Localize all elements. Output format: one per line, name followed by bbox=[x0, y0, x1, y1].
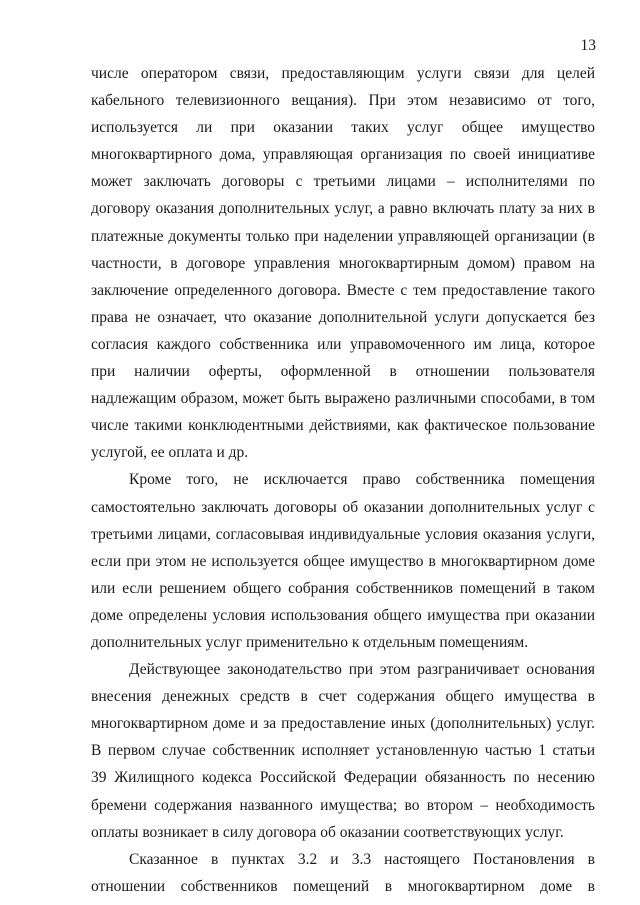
text-line: согласия каждого собственника или управомоченного им лица, которое bbox=[91, 335, 595, 353]
paragraph bbox=[91, 846, 595, 900]
text-line: многоквартирного дома, управляющая организация по своей инициативе bbox=[91, 146, 595, 164]
text-line: договору оказания дополнительных услуг, а равно включать плату за них в bbox=[91, 200, 595, 218]
page-number: 13 bbox=[580, 37, 596, 54]
text-line: услугой, ее оплата и др. bbox=[91, 444, 249, 462]
text-line: В первом случае собственник исполняет установленную частью 1 статьи bbox=[91, 742, 595, 760]
text-line: используется ли при оказании таких услуг общее имущество bbox=[91, 119, 595, 137]
paragraph bbox=[91, 466, 595, 656]
text-line: третьими лицами, согласовывая индивидуальные условия оказания услуги, bbox=[91, 525, 595, 543]
text-line: если при этом не используется общее имущество в многоквартирном доме bbox=[91, 552, 595, 570]
text-line: 39 Жилищного кодекса Российской Федерации обязанность по несению bbox=[91, 769, 595, 787]
text-line: права не означает, что оказание дополнительной услуги допускается без bbox=[91, 308, 595, 326]
text-line: внесения денежных средств в счет содержания общего имущества в bbox=[91, 688, 595, 706]
paragraph bbox=[91, 60, 595, 466]
text-line: Действующее законодательство при этом разграничивает основания bbox=[129, 661, 595, 679]
text-line: надлежащим образом, может быть выражено различными способами, в том bbox=[91, 390, 595, 408]
text-line: самостоятельно заключать договоры об оказании дополнительных услуг с bbox=[91, 498, 595, 516]
text-line: кабельного телевизионного вещания). При этом независимо от того, bbox=[91, 92, 595, 110]
text-line: Сказанное в пунктах 3.2 и 3.3 настоящего Постановления в bbox=[129, 850, 595, 868]
text-line: отношении собственников помещений в многоквартирном доме в bbox=[91, 877, 595, 895]
document-body bbox=[91, 60, 595, 900]
text-line: бремени содержания названного имущества; во втором – необходимость bbox=[91, 796, 595, 814]
text-line: заключение определенного договора. Вместе с тем предоставление такого bbox=[91, 281, 595, 299]
paragraph bbox=[91, 656, 595, 846]
text-line: оплаты возникает в силу договора об оказании соответствующих услуг. bbox=[91, 823, 564, 841]
text-line: доме определены условия использования общего имущества при оказании bbox=[91, 606, 595, 624]
text-line: дополнительных услуг применительно к отдельным помещениям. bbox=[91, 633, 529, 651]
text-line: Кроме того, не исключается право собственника помещения bbox=[129, 471, 595, 489]
text-line: при наличии оферты, оформленной в отношении пользователя bbox=[91, 363, 595, 381]
text-line: может заключать договоры с третьими лицами – исполнителями по bbox=[91, 173, 595, 191]
text-line: числе такими конклюдентными действиями, как фактическое пользование bbox=[91, 417, 595, 435]
text-line: многоквартирном доме и за предоставление иных (дополнительных) услуг. bbox=[91, 715, 595, 733]
text-line: или если решением общего собрания собственников помещений в таком bbox=[91, 579, 595, 597]
text-line: частности, в договоре управления многоквартирным домом) правом на bbox=[91, 254, 595, 272]
text-line: числе оператором связи, предоставляющим услуги связи для целей bbox=[91, 65, 595, 82]
text-line: платежные документы только при наделении управляющей организации (в bbox=[91, 227, 595, 245]
